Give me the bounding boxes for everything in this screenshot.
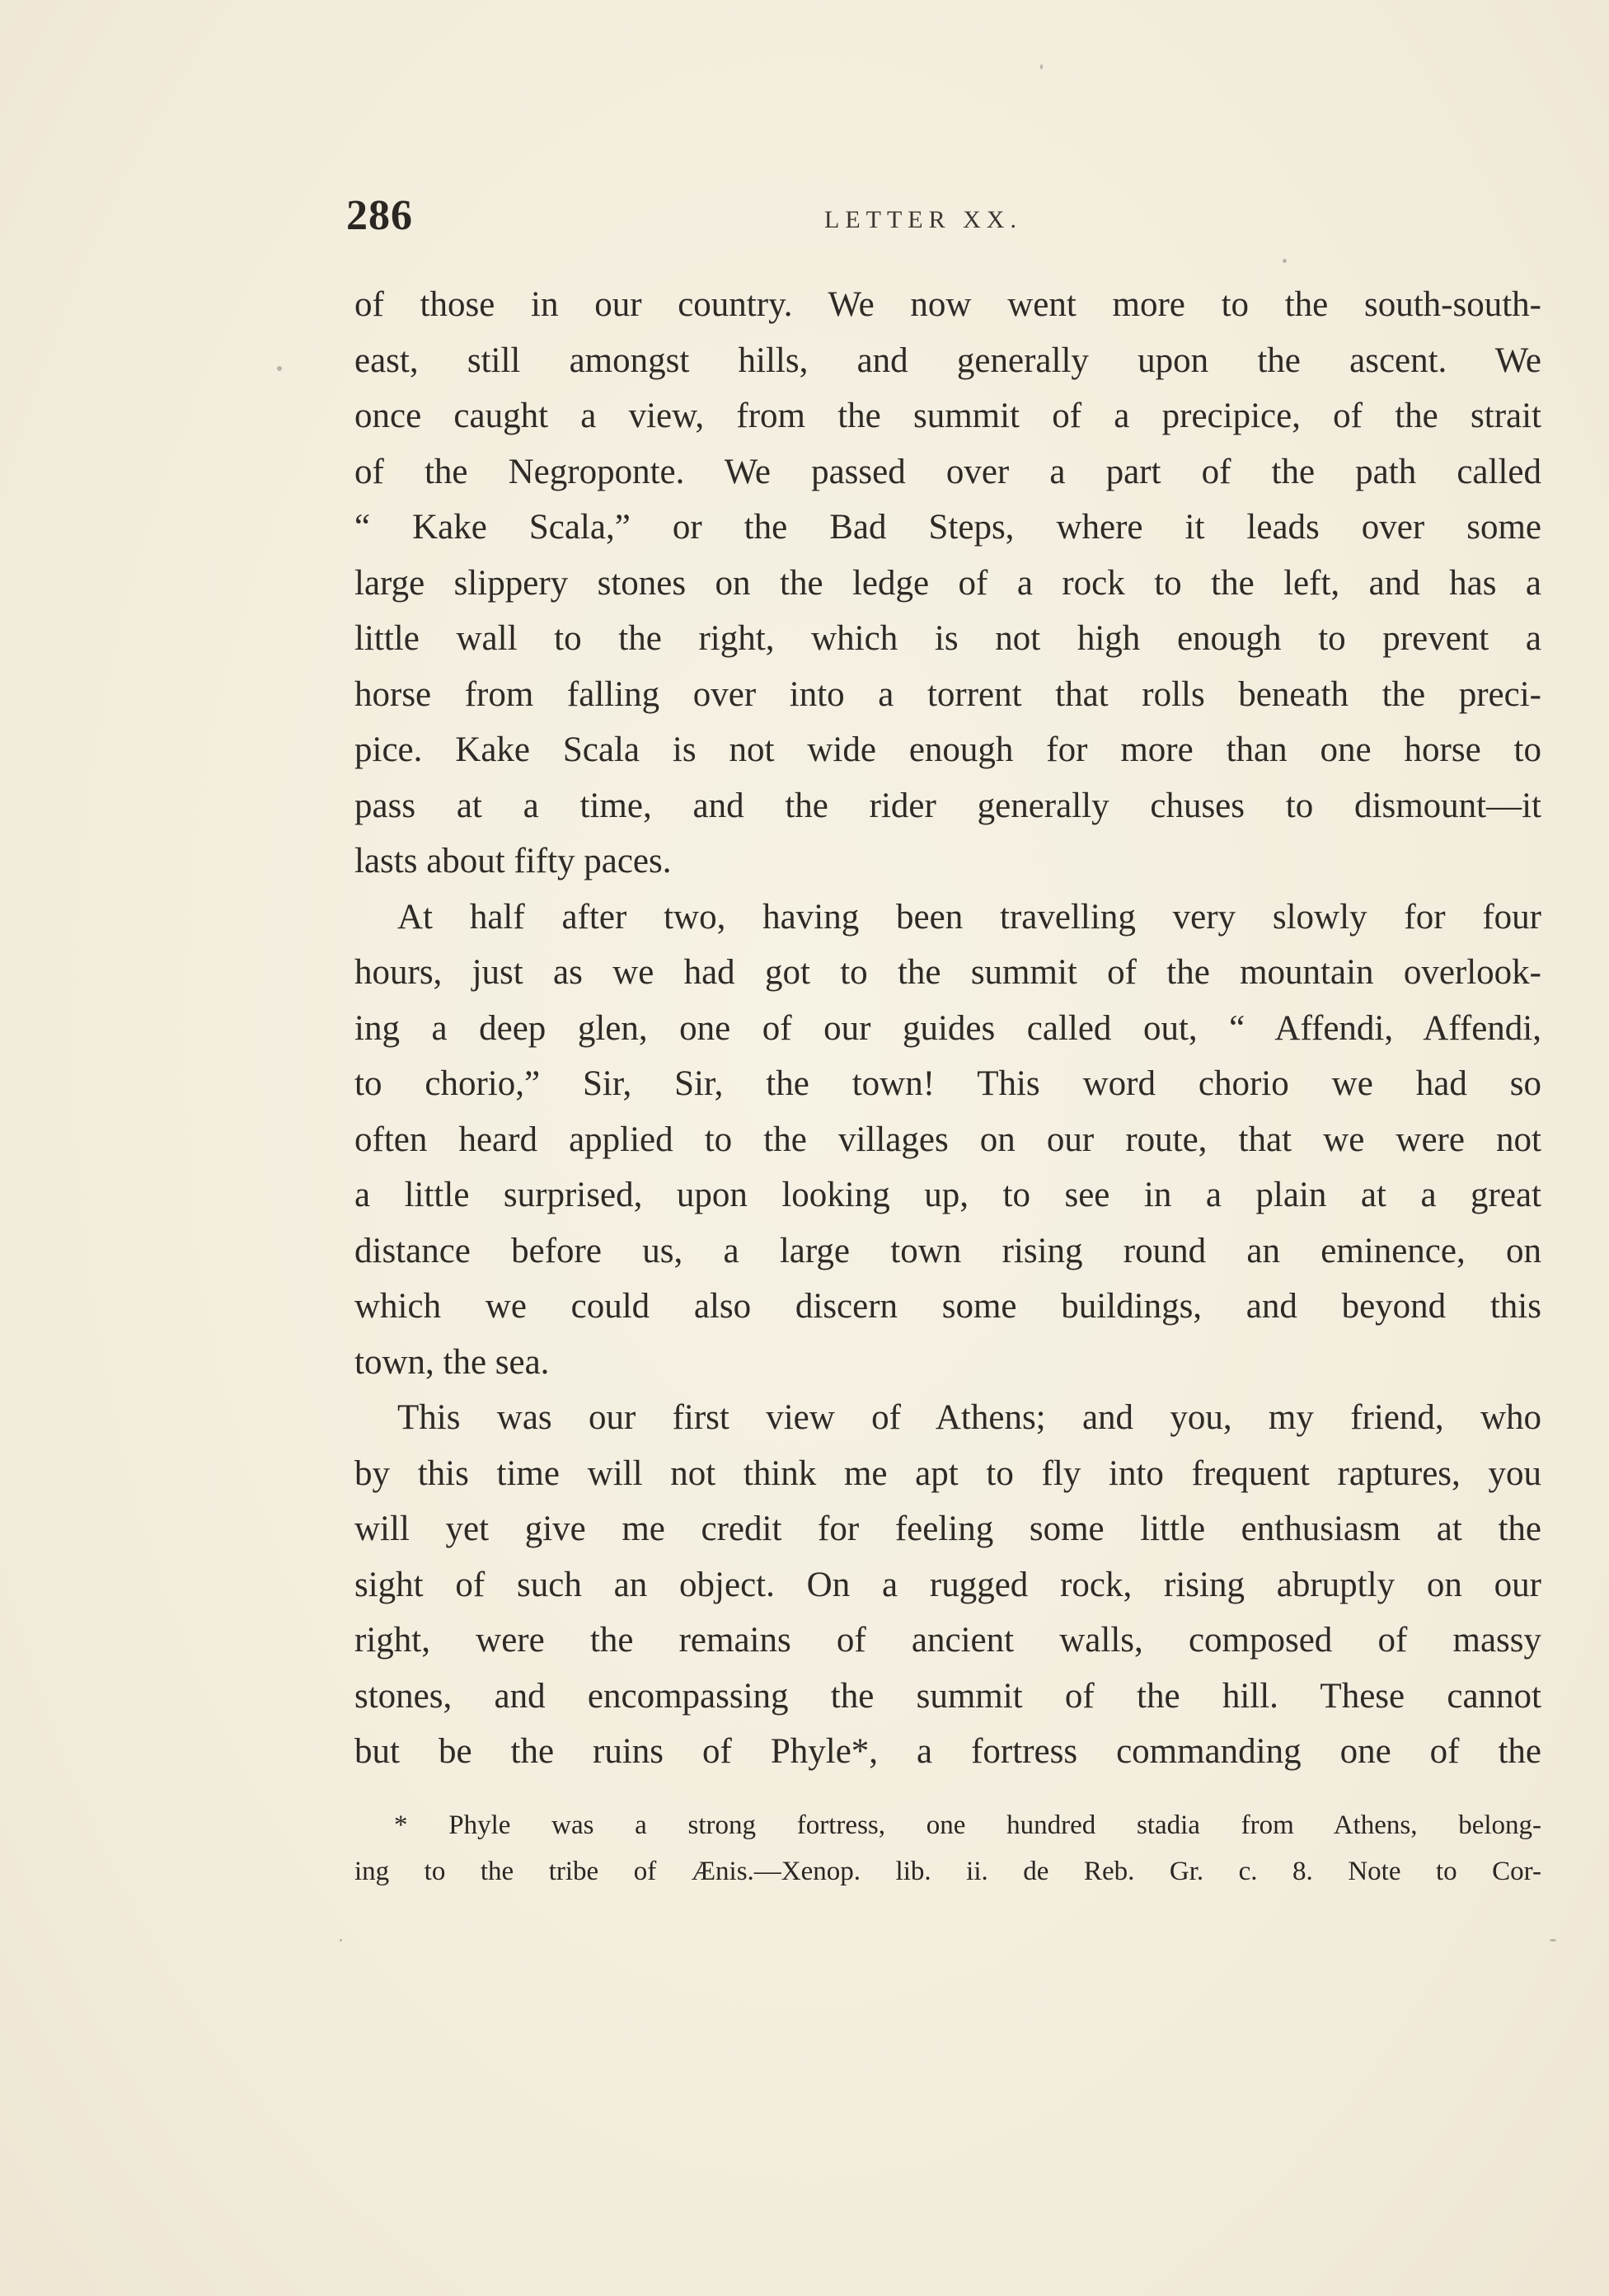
text-line: distance before us, a large town rising round an eminence, on [354,1231,1541,1270]
text-line: by this time will not think me apt to fly into frequent raptures, you [354,1453,1541,1493]
page-speck [1040,64,1043,69]
text-line: of the Negroponte. We passed over a part of the path called [354,452,1541,491]
text-line: town, the sea. [354,1342,550,1382]
text-line: pice. Kake Scala is not wide enough for more than one horse to [354,730,1541,769]
text-line: sight of such an object. On a rugged rock, rising abruptly on our [354,1565,1541,1604]
text-line: right, were the remains of ancient walls, composed of massy [354,1621,1541,1660]
page-header [346,191,1213,249]
text-line: “ Kake Scala,” or the Bad Steps, where it leads over some [354,508,1541,547]
text-line: At half after two, having been travelling very slowly for four [397,897,1541,937]
page-speck [340,1939,342,1942]
text-line: of those in our country. We now went more to the south-south- [354,285,1541,324]
text-line: which we could also discern some buildings, and beyond this [354,1287,1541,1326]
footnote-line: ing to the tribe of Ænis.—Xenop. lib. ii. de Reb. Gr. c. 8. Note to Cor- [354,1857,1541,1886]
page-speck [277,366,282,371]
text-line: often heard applied to the villages on our route, that we were not [354,1120,1541,1159]
text-line: lasts about fifty paces. [354,842,672,880]
page-number: 286 [346,192,413,239]
text-line: This was our first view of Athens; and you, my friend, who [397,1398,1541,1437]
text-line: to chorio,” Sir, Sir, the town! This word chorio we had so [354,1064,1541,1103]
text-line: once caught a view, from the summit of a precipice, of the strait [354,397,1541,435]
text-line: but be the ruins of Phyle*, a fortress commanding one of the [354,1732,1541,1771]
page-speck [1550,1939,1556,1942]
body-text [354,277,1541,1780]
text-line: horse from falling over into a torrent that rolls beneath the preci- [354,674,1541,714]
text-line: little wall to the right, which is not high enough to prevent a [354,619,1541,658]
page-speck [1283,259,1287,263]
text-line: stones, and encompassing the summit of the hill. These cannot [354,1676,1541,1716]
text-line: hours, just as we had got to the summit of the mountain overlook- [354,953,1541,992]
text-line: large slippery stones on the ledge of a rock to the left, and has a [354,563,1541,603]
running-head: LETTER XX. [824,206,1022,233]
footnote-line: * Phyle was a strong fortress, one hundred stadia from Athens, belong- [394,1810,1541,1840]
footnote [354,1802,1541,1895]
text-line: a little surprised, upon looking up, to see in a plain at a great [354,1176,1541,1214]
text-line: east, still amongst hills, and generally upon the ascent. We [354,340,1541,380]
text-line: ing a deep glen, one of our guides called out, “ Affendi, Affendi, [354,1008,1541,1048]
text-line: will yet give me credit for feeling some little enthusiasm at the [354,1510,1541,1548]
text-line: pass at a time, and the rider generally chuses to dismount—it [354,786,1541,825]
